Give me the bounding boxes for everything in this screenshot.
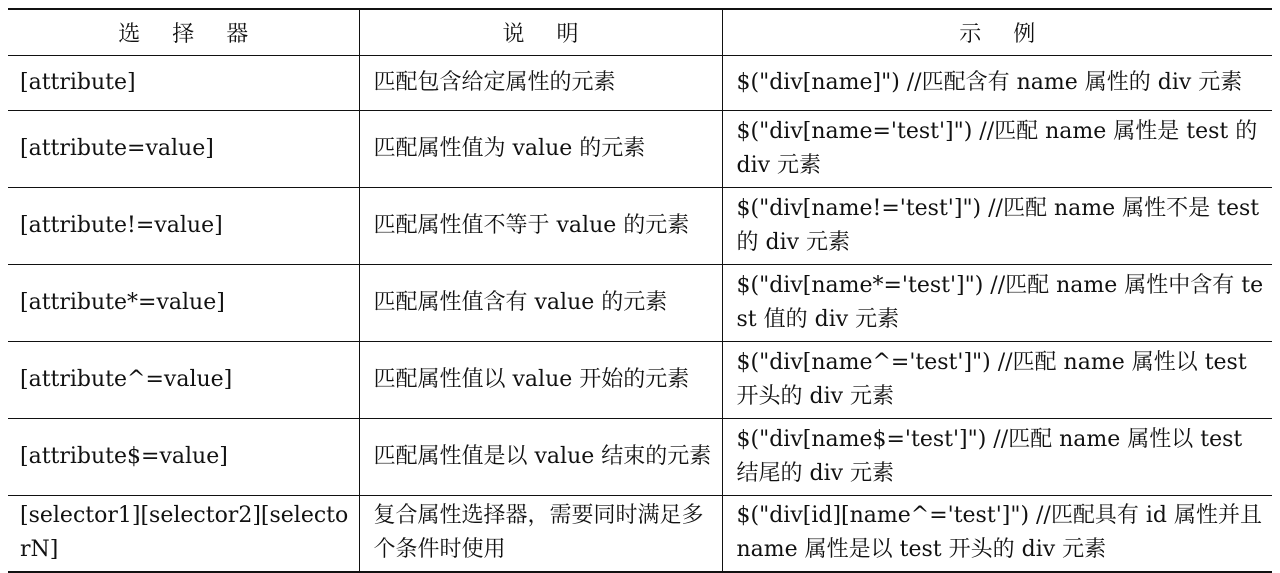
table-header-row xyxy=(8,9,1272,55)
selector-table-container xyxy=(8,8,1272,573)
cell-description: 匹配属性值不等于 value 的元素 xyxy=(359,187,722,264)
cell-description: 匹配属性值为 value 的元素 xyxy=(359,110,722,187)
table-row xyxy=(8,55,1272,110)
cell-description: 匹配属性值含有 value 的元素 xyxy=(359,264,722,341)
cell-description: 匹配属性值以 value 开始的元素 xyxy=(359,341,722,418)
cell-description: 复合属性选择器，需要同时满足多个条件时使用 xyxy=(359,495,722,572)
cell-selector: [attribute] xyxy=(8,55,359,110)
cell-example: $("div[id][name^='test']") //匹配具有 id 属性并且 name 属性是以 test 开头的 div 元素 xyxy=(722,495,1272,572)
cell-selector: [attribute!=value] xyxy=(8,187,359,264)
header-selector: 选择器 xyxy=(8,9,359,55)
cell-selector: [selector1][selector2][selectorN] xyxy=(8,495,359,572)
cell-example: $("div[name='test']") //匹配 name 属性是 test 的 div 元素 xyxy=(722,110,1272,187)
cell-selector: [attribute^=value] xyxy=(8,341,359,418)
header-description: 说明 xyxy=(359,9,722,55)
attribute-selector-table xyxy=(8,8,1272,573)
table-row xyxy=(8,264,1272,341)
cell-description: 匹配属性值是以 value 结束的元素 xyxy=(359,418,722,495)
cell-selector: [attribute$=value] xyxy=(8,418,359,495)
cell-example: $("div[name$='test']") //匹配 name 属性以 test 结尾的 div 元素 xyxy=(722,418,1272,495)
cell-description: 匹配包含给定属性的元素 xyxy=(359,55,722,110)
table-row xyxy=(8,341,1272,418)
cell-example: $("div[name*='test']") //匹配 name 属性中含有 test 值的 div 元素 xyxy=(722,264,1272,341)
cell-selector: [attribute=value] xyxy=(8,110,359,187)
cell-example: $("div[name]") //匹配含有 name 属性的 div 元素 xyxy=(722,55,1272,110)
table-row xyxy=(8,418,1272,495)
cell-selector: [attribute*=value] xyxy=(8,264,359,341)
table-row xyxy=(8,495,1272,572)
table-row xyxy=(8,187,1272,264)
header-example: 示例 xyxy=(722,9,1272,55)
cell-example: $("div[name!='test']") //匹配 name 属性不是 test 的 div 元素 xyxy=(722,187,1272,264)
table-row xyxy=(8,110,1272,187)
cell-example: $("div[name^='test']") //匹配 name 属性以 test 开头的 div 元素 xyxy=(722,341,1272,418)
